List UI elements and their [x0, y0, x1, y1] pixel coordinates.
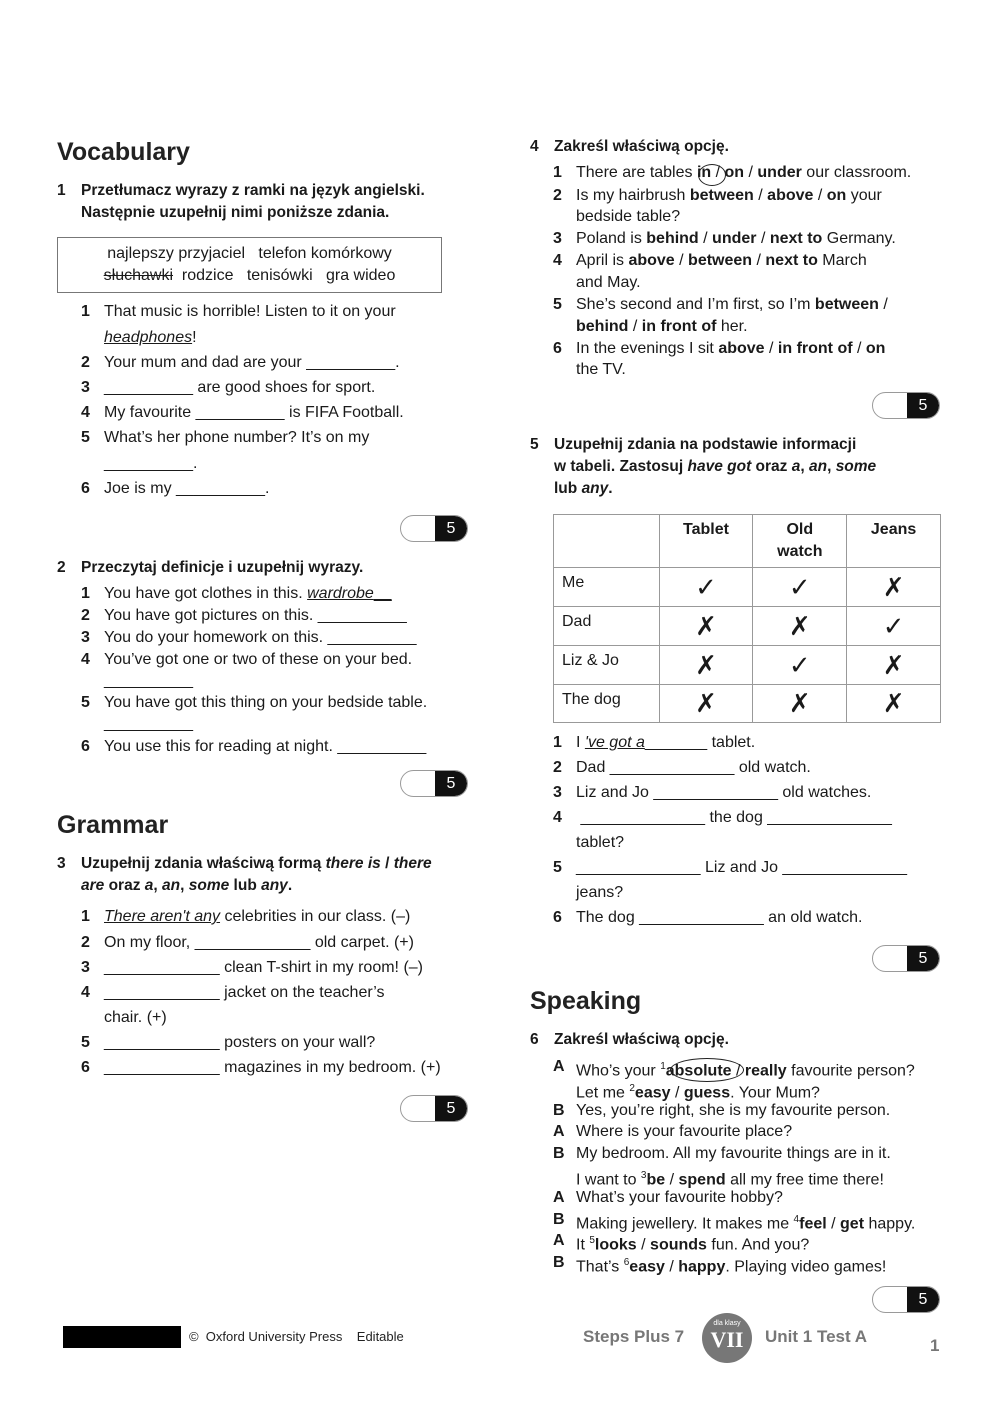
dialogue-fragment: happy. — [864, 1214, 916, 1232]
item-text: bedside table? — [576, 208, 681, 225]
item-number: 3 — [81, 629, 90, 646]
badge-top-text: dla klasy — [713, 1320, 741, 1327]
vocabulary-heading: Vocabulary — [57, 138, 190, 166]
instruction-text: , — [827, 458, 836, 475]
dialogue-fragment: fun. And you? — [706, 1236, 810, 1254]
option[interactable]: between — [689, 187, 754, 204]
item-text[interactable]: _____________ posters on your wall? — [104, 1034, 376, 1051]
word-box-struck-word: słuchawki — [103, 267, 174, 284]
task4-instruction — [530, 136, 950, 158]
item-number: 5 — [553, 296, 562, 313]
option[interactable]: behind — [576, 318, 629, 335]
task1-number: 1 — [57, 182, 66, 199]
score-box — [872, 392, 940, 419]
dialogue-fragment: I want to — [576, 1171, 641, 1189]
item-text: There are tables — [576, 164, 697, 181]
option[interactable]: feel — [799, 1214, 827, 1232]
item-text: your — [846, 187, 882, 204]
item-text[interactable]: Dad ______________ old watch. — [576, 759, 811, 776]
dialogue-fragment: all my free time there! — [725, 1171, 884, 1189]
item-text: You have got this thing on your bedside table. — [104, 694, 428, 711]
cross-icon: ✗ — [847, 568, 941, 607]
dialogue-fragment: / — [670, 1084, 684, 1102]
item-text: chair. (+) — [104, 1009, 167, 1026]
instruction-keyword: are — [81, 877, 105, 894]
item-number: 2 — [81, 934, 90, 951]
item-text[interactable]: _____________ jacket on the teacher’s — [104, 984, 385, 1001]
item-number: 4 — [81, 984, 90, 1001]
grammar-heading: Grammar — [57, 811, 169, 839]
option[interactable]: absolute — [665, 1062, 732, 1080]
table-row — [554, 685, 941, 723]
gap-number: 3 — [640, 1170, 647, 1181]
item-number: 1 — [553, 164, 562, 181]
item-text[interactable]: You use this for reading at night. __________ — [104, 738, 427, 755]
item-text: our classroom. — [801, 164, 912, 181]
item-number: 6 — [553, 909, 562, 926]
instruction-keyword: have got — [687, 458, 752, 475]
dialogue-fragment: That’s — [576, 1258, 624, 1276]
cross-icon: ✗ — [659, 607, 753, 646]
item-number: 3 — [81, 959, 90, 976]
dialogue-fragment: / — [636, 1236, 651, 1254]
task2-instruction-text: Przeczytaj definicje i uzupełnij wyrazy. — [81, 559, 364, 576]
item-text: I — [576, 734, 585, 751]
option[interactable]: in front of — [641, 318, 717, 335]
copyright-text: © Oxford University Press Editable — [189, 1329, 404, 1344]
speaker-label: B — [553, 1210, 565, 1228]
series-title: Steps Plus 7 — [583, 1327, 685, 1346]
table-corner-cell — [554, 515, 660, 568]
speaker-label: A — [553, 1058, 565, 1075]
separator: / — [764, 340, 778, 357]
item-answer-example: headphones — [104, 329, 193, 346]
task6-number: 6 — [530, 1031, 539, 1048]
option[interactable]: next to — [765, 252, 818, 269]
cross-icon: ✗ — [659, 646, 753, 685]
task4-number: 4 — [530, 138, 539, 155]
option[interactable]: easy — [634, 1084, 671, 1102]
task2-number: 2 — [57, 559, 66, 576]
score-value: 5 — [907, 1287, 939, 1312]
dialogue-fragment: Let me — [576, 1084, 630, 1102]
item-text: tablet? — [576, 834, 625, 851]
item-text: the TV. — [576, 361, 626, 378]
task1-instruction-line1: Przetłumacz wyrazy z ramki na język angielski. — [81, 182, 425, 199]
word-box-line2: rodzice tenisówki gra wideo — [173, 267, 396, 284]
option[interactable]: be — [646, 1171, 666, 1189]
separator: / — [744, 164, 758, 181]
dialogue-text — [576, 1121, 792, 1143]
instruction-text: Uzupełnij zdania właściwą formą — [81, 855, 326, 872]
dialogue-text — [576, 1187, 783, 1209]
instruction-keyword: some — [835, 458, 877, 475]
option[interactable]: above — [767, 187, 814, 204]
dialogue-fragment: / — [826, 1214, 841, 1232]
item-text: Poland is — [576, 230, 647, 247]
header-text: Old — [786, 521, 814, 538]
table-header-row — [554, 515, 941, 568]
gap-number: 2 — [629, 1082, 635, 1094]
item-text: That music is horrible! Listen to it on your — [104, 303, 396, 320]
instruction-keyword: there — [393, 855, 432, 872]
item-blank[interactable]: __________ — [104, 715, 193, 732]
separator: / — [711, 164, 725, 181]
instruction-text: oraz — [751, 458, 792, 475]
option[interactable]: get — [840, 1214, 865, 1232]
item-number: 2 — [553, 187, 562, 204]
cross-icon: ✗ — [847, 685, 941, 723]
instruction-keyword: an — [808, 458, 828, 475]
table-row-label: Me — [554, 568, 660, 607]
item-text[interactable]: ______________ Liz and Jo ______________ — [576, 859, 907, 876]
item-blank[interactable]: __________ — [104, 672, 193, 689]
item-text: What’s her phone number? It’s on my — [104, 429, 370, 446]
option[interactable]: looks — [594, 1236, 637, 1254]
separator: / — [813, 187, 827, 204]
info-table — [553, 514, 941, 723]
option[interactable]: on — [865, 340, 886, 357]
item-text[interactable]: __________ are good shoes for sport. — [104, 379, 376, 396]
option[interactable]: under — [712, 230, 757, 247]
item-text[interactable]: On my floor, _____________ old carpet. (+) — [104, 934, 414, 951]
instruction-text: oraz — [104, 877, 145, 894]
task1-instruction — [57, 180, 477, 224]
item-text[interactable]: _____________ clean T-shirt in my room! (–) — [104, 959, 423, 976]
option[interactable]: above — [628, 252, 675, 269]
class-badge-icon — [702, 1313, 752, 1363]
instruction-keyword: there is — [325, 855, 381, 872]
instruction-text: lub — [229, 877, 262, 894]
option[interactable]: on — [826, 187, 847, 204]
item-number: 2 — [553, 759, 562, 776]
score-value: 5 — [907, 393, 939, 418]
item-text: She’s second and I’m first, so I’m — [576, 296, 815, 313]
dialogue-fragment: / — [731, 1062, 745, 1080]
separator: / — [628, 318, 642, 335]
dialogue-fragment: favourite person? — [786, 1062, 915, 1080]
option[interactable]: between — [814, 296, 879, 313]
instruction-text: , — [800, 458, 809, 475]
cross-icon: ✗ — [659, 685, 753, 723]
item-number: 2 — [81, 354, 90, 371]
item-answer-example: There aren't any — [104, 908, 221, 925]
gap-number: 1 — [660, 1061, 666, 1072]
score-box — [400, 770, 468, 797]
item-number: 1 — [81, 303, 90, 320]
test-title: Unit 1 Test A — [765, 1327, 868, 1346]
instruction-keyword: any — [261, 877, 288, 894]
item-number: 4 — [81, 651, 90, 668]
item-text: and May. — [576, 274, 641, 291]
item-text: April is — [576, 252, 629, 269]
item-text: ! — [192, 329, 197, 346]
item-number: 4 — [553, 809, 562, 826]
dialogue-fragment: It — [576, 1236, 590, 1254]
speaker-label: A — [553, 1188, 565, 1206]
task1-instruction-line2: Następnie uzupełnij nimi poniższe zdania. — [81, 204, 390, 221]
word-box-line1: najlepszy przyjaciel telefon komórkowy — [107, 245, 392, 262]
dialogue-text — [576, 1100, 890, 1122]
page-number: 1 — [930, 1336, 940, 1355]
item-number: 5 — [81, 1034, 90, 1051]
instruction-text: , — [180, 877, 189, 894]
item-text[interactable]: My favourite __________ is FIFA Football. — [104, 404, 404, 421]
answer-circle — [698, 164, 726, 186]
item-blank: __ — [373, 585, 392, 602]
dialogue-text — [576, 1143, 891, 1165]
item-text[interactable]: Liz and Jo ______________ old watches. — [576, 784, 872, 801]
item-number: 6 — [81, 738, 90, 755]
dialogue-text — [576, 1252, 886, 1278]
option[interactable]: happy — [678, 1258, 726, 1276]
instruction-text: Uzupełnij zdania na podstawie informacji — [554, 436, 857, 453]
item-blank[interactable]: __________. — [104, 455, 198, 472]
item-number: 5 — [81, 694, 90, 711]
item-number: 1 — [553, 734, 562, 751]
option[interactable]: sounds — [650, 1236, 707, 1254]
table-header-cell — [753, 515, 847, 568]
item-text: You’ve got one or two of these on your bed. — [104, 651, 413, 668]
speaker-label: B — [553, 1145, 565, 1163]
footer-black-bar — [63, 1326, 181, 1348]
check-icon: ✓ — [753, 568, 847, 607]
instruction-text: . — [608, 480, 613, 497]
item-number: 3 — [81, 379, 90, 396]
item-text[interactable]: ______________ the dog ______________ — [576, 809, 892, 826]
item-text[interactable]: You do your homework on this. __________ — [104, 629, 417, 646]
answer-circle — [670, 1058, 744, 1082]
item-text: In the evenings I sit — [576, 340, 719, 357]
item-text[interactable]: The dog ______________ an old watch. — [576, 909, 863, 926]
table-row — [554, 568, 941, 607]
score-box — [400, 1095, 468, 1122]
item-number: 3 — [553, 230, 562, 247]
option[interactable]: really — [744, 1062, 787, 1080]
dialogue-fragment: Where is your favourite place? — [576, 1123, 793, 1141]
item-number: 1 — [81, 908, 90, 925]
header-text: watch — [777, 543, 823, 560]
item-answer-example: 've got a — [584, 734, 645, 751]
task6-instruction-text: Zakreśl właściwą opcję. — [554, 1031, 729, 1048]
option[interactable]: under — [757, 164, 802, 181]
item-number: 6 — [553, 340, 562, 357]
item-text: _______ tablet. — [644, 734, 756, 751]
speaker-label: A — [553, 1232, 565, 1250]
task3-number: 3 — [57, 855, 66, 872]
item-number: 6 — [81, 480, 90, 497]
task2-instruction — [57, 557, 477, 579]
score-box — [872, 945, 940, 972]
item-text[interactable]: Your mum and dad are your __________. — [104, 354, 400, 371]
speaker-label: A — [553, 1123, 565, 1141]
separator: / — [752, 252, 766, 269]
speaker-label: B — [553, 1101, 565, 1119]
cross-icon: ✗ — [753, 685, 847, 723]
option[interactable]: between — [688, 252, 753, 269]
option[interactable]: next to — [769, 230, 823, 247]
option[interactable]: guess — [683, 1084, 731, 1102]
dialogue-fragment: My bedroom. All my favourite things are in it. — [576, 1145, 891, 1163]
option[interactable]: behind — [646, 230, 699, 247]
item-text[interactable]: You have got pictures on this. __________ — [104, 607, 407, 624]
check-icon: ✓ — [659, 568, 753, 607]
score-value: 5 — [907, 946, 939, 971]
task6-instruction — [530, 1029, 950, 1051]
task5-number: 5 — [530, 436, 539, 453]
speaker-label: B — [553, 1254, 565, 1272]
separator: / — [674, 252, 689, 269]
instruction-keyword: any — [581, 480, 609, 497]
gap-number: 5 — [589, 1235, 595, 1247]
instruction-text: w tabeli. Zastosuj — [554, 458, 688, 475]
table-row-label: Liz & Jo — [554, 646, 660, 685]
instruction-keyword: a — [144, 877, 154, 894]
option[interactable]: above — [718, 340, 765, 357]
score-box — [872, 1286, 940, 1313]
item-number: 5 — [553, 859, 562, 876]
score-value: 5 — [435, 516, 467, 541]
instruction-text: , — [153, 877, 163, 894]
item-text: March — [817, 252, 867, 269]
item-number: 1 — [81, 585, 90, 602]
score-value: 5 — [435, 1096, 467, 1121]
task5-instruction — [530, 434, 950, 500]
item-number: 3 — [553, 784, 562, 801]
instruction-keyword: a — [791, 458, 801, 475]
table-header-cell: Tablet — [659, 515, 753, 568]
table-row — [554, 607, 941, 646]
word-box — [57, 237, 442, 293]
score-box — [400, 515, 468, 542]
gap-number: 6 — [623, 1257, 630, 1269]
option[interactable]: on — [724, 164, 745, 181]
separator: / — [756, 230, 770, 247]
dialogue-fragment: What’s your favourite hobby? — [576, 1188, 783, 1206]
dialogue-fragment: Yes, you’re right, she is my favourite person. — [576, 1101, 891, 1119]
separator: / — [753, 187, 768, 204]
dialogue-fragment: / — [664, 1258, 679, 1276]
separator: / — [878, 296, 888, 313]
check-icon: ✓ — [847, 607, 941, 646]
cross-icon: ✗ — [753, 607, 847, 646]
item-number: 4 — [553, 252, 562, 269]
instruction-keyword: some — [188, 877, 230, 894]
gap-number: 4 — [793, 1213, 800, 1225]
dialogue-fragment: Who’s your — [576, 1062, 661, 1080]
item-text[interactable]: Joe is my __________. — [104, 480, 270, 497]
item-text: celebrities in our class. (–) — [220, 908, 411, 925]
item-number: 6 — [81, 1059, 90, 1076]
badge-main-text: VII — [710, 1327, 744, 1352]
item-number: 2 — [81, 607, 90, 624]
item-text: You have got clothes in this. — [104, 585, 308, 602]
separator: / — [852, 340, 866, 357]
task4-instruction-text: Zakreśl właściwą opcję. — [554, 138, 729, 155]
task3-instruction — [57, 853, 497, 897]
check-icon: ✓ — [753, 646, 847, 685]
item-text[interactable]: _____________ magazines in my bedroom. (+) — [104, 1059, 441, 1076]
instruction-text: lub — [554, 480, 582, 497]
dialogue-fragment: . Your Mum? — [730, 1084, 820, 1102]
dialogue-fragment: . Playing video games! — [725, 1258, 887, 1276]
option[interactable]: spend — [678, 1171, 726, 1189]
instruction-keyword: an — [162, 877, 181, 894]
score-value: 5 — [435, 771, 467, 796]
cross-icon: ✗ — [847, 646, 941, 685]
table-row — [554, 646, 941, 685]
dialogue-fragment: / — [665, 1171, 679, 1189]
separator: / — [698, 230, 713, 247]
item-number: 4 — [81, 404, 90, 421]
table-header-cell: Jeans — [847, 515, 941, 568]
option[interactable]: in front of — [777, 340, 853, 357]
dialogue-fragment: Making jewellery. It makes me — [576, 1214, 794, 1232]
item-number: 5 — [81, 429, 90, 446]
instruction-text: . — [287, 877, 293, 894]
item-answer-example: wardrobe — [307, 585, 374, 602]
option[interactable]: easy — [629, 1258, 665, 1276]
table-row-label: Dad — [554, 607, 660, 646]
item-text: jeans? — [576, 884, 624, 901]
option[interactable]: in — [696, 164, 712, 181]
item-text: Is my hairbrush — [576, 187, 690, 204]
item-text: Germany. — [822, 230, 896, 247]
speaking-heading: Speaking — [530, 987, 642, 1015]
table-row-label: The dog — [554, 685, 660, 723]
item-text: her. — [716, 318, 748, 335]
instruction-text: / — [380, 855, 394, 872]
